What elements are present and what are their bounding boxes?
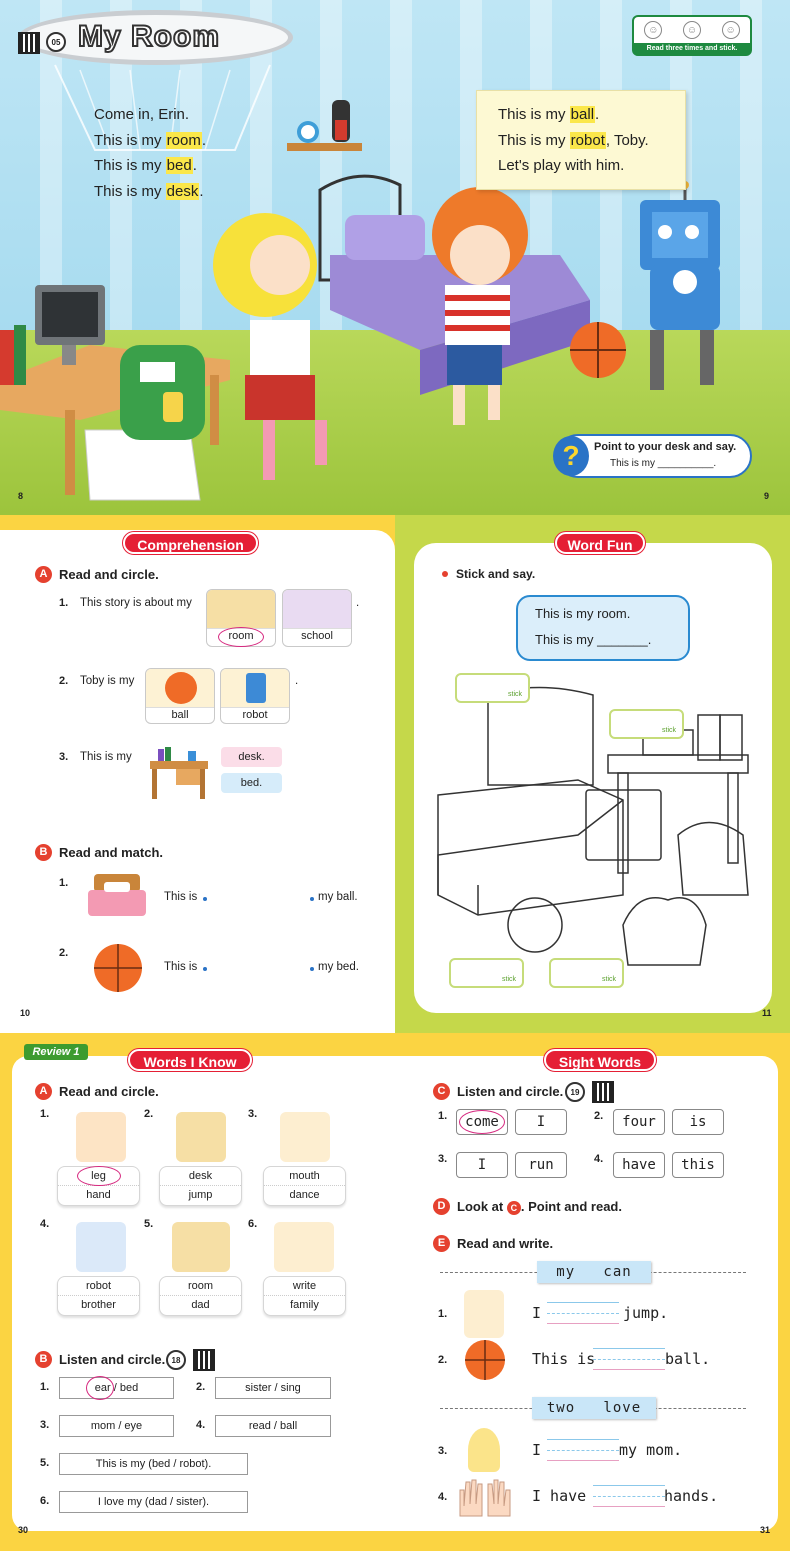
sticker-slot[interactable]: stick: [449, 958, 524, 988]
item-number: 5.: [40, 1457, 50, 1469]
word-option[interactable]: room: [187, 1280, 214, 1292]
word-option[interactable]: desk: [188, 1170, 213, 1182]
section-instruction: Listen and circle.: [59, 1352, 166, 1367]
page-number: 11: [762, 1008, 772, 1018]
item-number: 2.: [594, 1110, 604, 1122]
sight-word-option[interactable]: four: [613, 1109, 665, 1135]
word-option[interactable]: hand: [58, 1185, 139, 1204]
question-text: This story is about my: [80, 597, 192, 609]
answer-circle: [86, 1376, 114, 1400]
option-card-school[interactable]: [282, 589, 352, 647]
item-number: 4.: [594, 1153, 604, 1165]
page-number: 10: [20, 1008, 31, 1018]
story-line: Let's play with him.: [498, 157, 625, 174]
item-number: 1.: [40, 1381, 50, 1393]
option-desk[interactable]: desk.: [221, 747, 282, 767]
word-card[interactable]: [57, 1276, 140, 1316]
audio-track-icon[interactable]: 18: [166, 1350, 186, 1370]
sticker-slot[interactable]: stick: [455, 673, 530, 703]
match-right: my ball.: [318, 891, 358, 903]
item-number: 1.: [40, 1108, 50, 1120]
page-number: 9: [764, 491, 770, 501]
section-reference-badge: C: [507, 1201, 521, 1215]
sentence-start: I: [532, 1441, 542, 1459]
smiley-icon[interactable]: ☺: [683, 21, 701, 39]
answer-blank[interactable]: [593, 1348, 665, 1370]
word-option[interactable]: dance: [264, 1185, 345, 1204]
sentence-start: I: [532, 1304, 542, 1322]
answer-circle: [77, 1166, 121, 1186]
highlighted-word: ball: [570, 106, 595, 123]
highlighted-word: room: [166, 131, 201, 149]
word-bank: my can: [537, 1261, 651, 1283]
section-badge: B: [35, 1351, 52, 1368]
section-instruction: Listen and circle.: [457, 1084, 564, 1099]
option-label: robot: [221, 707, 289, 723]
desk-picture: [148, 743, 210, 801]
section-instruction: Read and circle.: [59, 1084, 159, 1099]
listen-circle-option[interactable]: This is my (bed / robot).: [59, 1453, 248, 1475]
bubble-line: This is my _______.: [535, 632, 652, 647]
sight-words-title: Sight Words: [544, 1049, 656, 1071]
section-instruction: Stick and say.: [456, 567, 536, 581]
item-number: 2.: [144, 1108, 154, 1120]
sentence-end: my mom.: [619, 1441, 683, 1459]
section-badge: C: [433, 1083, 450, 1100]
qr-code-icon[interactable]: [193, 1349, 215, 1371]
sentence-start: I have: [532, 1487, 587, 1505]
highlighted-word: bed: [166, 157, 192, 174]
question-number: 2.: [59, 947, 69, 959]
girl-jumping-picture: [464, 1290, 504, 1338]
section-badge: D: [433, 1198, 450, 1215]
question-number: 3.: [59, 751, 69, 763]
sentence-start: This is: [532, 1350, 596, 1368]
answer-circle: [459, 1110, 505, 1134]
word-option[interactable]: robot: [85, 1280, 112, 1292]
word-card[interactable]: [263, 1166, 346, 1206]
word-option[interactable]: mouth: [289, 1170, 320, 1182]
word-bank: two love: [532, 1397, 656, 1419]
story-line: This is my room.: [94, 131, 207, 149]
answer-blank[interactable]: [593, 1485, 665, 1507]
ball-picture: [92, 942, 144, 994]
robot-picture: [76, 1222, 126, 1272]
answer-blank[interactable]: [547, 1302, 619, 1324]
word-card[interactable]: [159, 1166, 242, 1206]
option-label: room: [207, 628, 275, 644]
item-number: 3.: [438, 1445, 448, 1457]
story-line: This is my robot, Toby.: [498, 131, 649, 149]
answer-circle: [218, 627, 264, 647]
page-number: 30: [18, 1525, 29, 1535]
story-line: This is my ball.: [498, 106, 600, 123]
item-number: 4.: [40, 1218, 50, 1230]
ball-picture: [464, 1339, 506, 1381]
question-number: 1.: [59, 877, 69, 889]
option-card-robot[interactable]: [220, 668, 290, 724]
match-left: This is: [164, 961, 198, 973]
section-instruction: Read and match.: [59, 845, 164, 860]
section-instruction: Read and write.: [457, 1236, 554, 1251]
sight-word-option[interactable]: I: [515, 1109, 567, 1135]
word-fun-title: Word Fun: [555, 532, 645, 554]
match-left: This is: [164, 891, 198, 903]
family-picture: [274, 1222, 334, 1272]
mouth-picture: [280, 1112, 330, 1162]
match-dot[interactable]: [203, 897, 207, 901]
bed-picture: [86, 870, 148, 928]
word-option[interactable]: dad: [160, 1295, 241, 1314]
bullet-dot: [442, 571, 448, 577]
room-picture: [207, 590, 275, 628]
item-number: 2.: [196, 1381, 206, 1393]
room-picture: [172, 1222, 230, 1272]
word-option[interactable]: leg: [91, 1170, 106, 1182]
option-bed[interactable]: bed.: [221, 773, 282, 793]
word-card[interactable]: [263, 1276, 346, 1316]
item-number: 5.: [144, 1218, 154, 1230]
word-option[interactable]: jump: [160, 1185, 241, 1204]
option-card-ball[interactable]: [145, 668, 215, 724]
item-number: 6.: [40, 1495, 50, 1507]
word-option[interactable]: brother: [58, 1295, 139, 1314]
option-label: ball: [146, 707, 214, 723]
sticker-caption: Read three times and stick.: [646, 45, 738, 52]
listen-circle-option[interactable]: read / ball: [215, 1415, 331, 1437]
hands-picture: [456, 1476, 514, 1520]
match-dot[interactable]: [310, 897, 314, 901]
question-text: Toby is my: [80, 675, 135, 687]
audio-track-icon[interactable]: 19: [565, 1082, 585, 1102]
section-badge: A: [35, 566, 52, 583]
option-label: school: [283, 628, 351, 644]
item-number: 6.: [248, 1218, 258, 1230]
word-option[interactable]: write: [292, 1280, 317, 1292]
section-instruction: Look at C . Point and read.: [457, 1199, 622, 1214]
sentence-end: hands.: [664, 1487, 719, 1505]
sticker-slot[interactable]: stick: [549, 958, 624, 988]
section-badge: A: [35, 1083, 52, 1100]
section-badge: B: [35, 844, 52, 861]
story-text-left: [94, 102, 206, 204]
question-text: This is my: [80, 751, 132, 763]
item-number: 4.: [196, 1419, 206, 1431]
sight-word-option[interactable]: I: [456, 1152, 508, 1178]
match-dot[interactable]: [203, 967, 207, 971]
listen-circle-option[interactable]: I love my (dad / sister).: [59, 1491, 248, 1513]
question-end: .: [356, 597, 360, 609]
section-instruction: Read and circle.: [59, 567, 159, 582]
question-number: 1.: [59, 597, 69, 609]
highlighted-word: desk: [166, 182, 199, 200]
sight-word-option[interactable]: is: [672, 1109, 724, 1135]
robot-picture: [221, 669, 289, 707]
sentence-end: jump.: [623, 1304, 669, 1322]
sight-word-option[interactable]: have: [613, 1152, 665, 1178]
listen-circle-option[interactable]: sister / sing: [215, 1377, 331, 1399]
answer-blank[interactable]: [547, 1439, 619, 1461]
mom-picture: [468, 1428, 500, 1472]
match-dot[interactable]: [310, 967, 314, 971]
leg-picture: [76, 1112, 126, 1162]
listen-circle-option[interactable]: mom / eye: [59, 1415, 174, 1437]
story-title: My Room: [78, 20, 220, 53]
item-number: 1.: [438, 1308, 448, 1320]
review-tag: Review 1: [24, 1044, 88, 1060]
highlighted-word: robot: [570, 131, 605, 149]
sight-word-option[interactable]: this: [672, 1152, 724, 1178]
desk-picture: [176, 1112, 226, 1162]
sentence-end: ball.: [665, 1350, 711, 1368]
bubble-line: This is my room.: [535, 606, 631, 621]
listen-circle-option[interactable]: ear / bed: [59, 1377, 174, 1399]
item-number: 3.: [40, 1419, 50, 1431]
qr-code-icon[interactable]: [592, 1081, 614, 1103]
item-number: 3.: [438, 1153, 448, 1165]
page-number: 8: [18, 491, 24, 501]
sticker-tracker[interactable]: [632, 15, 752, 56]
smiley-icon[interactable]: ☺: [722, 21, 740, 39]
question-number: 2.: [59, 675, 69, 687]
item-number: 3.: [248, 1108, 258, 1120]
question-mark-icon: ?: [553, 436, 589, 476]
comprehension-title: Comprehension: [123, 532, 258, 554]
sticker-slot[interactable]: stick: [609, 709, 684, 739]
prompt-line: This is my __________.: [610, 458, 717, 469]
story-line: This is my bed.: [94, 157, 197, 174]
school-picture: [283, 590, 351, 628]
qr-code-icon[interactable]: [18, 32, 40, 54]
word-card[interactable]: [159, 1276, 242, 1316]
page-number: 31: [760, 1525, 771, 1535]
item-number: 4.: [438, 1491, 448, 1503]
smiley-icon[interactable]: ☺: [644, 21, 662, 39]
speech-bubble: [516, 595, 690, 661]
question-end: .: [295, 675, 299, 687]
audio-track-icon[interactable]: 05: [46, 32, 66, 52]
coloring-room-drawing: [428, 685, 758, 985]
story-line: Come in, Erin.: [94, 106, 190, 123]
section-badge: E: [433, 1235, 450, 1252]
match-right: my bed.: [318, 961, 359, 973]
ball-picture: [146, 669, 214, 707]
prompt-title: Point to your desk and say.: [594, 441, 737, 453]
sight-word-option[interactable]: run: [515, 1152, 567, 1178]
words-i-know-title: Words I Know: [128, 1049, 252, 1071]
sight-word-option[interactable]: come: [456, 1109, 508, 1135]
word-option[interactable]: family: [264, 1295, 345, 1314]
item-number: 2.: [438, 1354, 448, 1366]
story-text-right: [498, 102, 649, 179]
item-number: 1.: [438, 1110, 448, 1122]
story-line: This is my desk.: [94, 182, 204, 200]
